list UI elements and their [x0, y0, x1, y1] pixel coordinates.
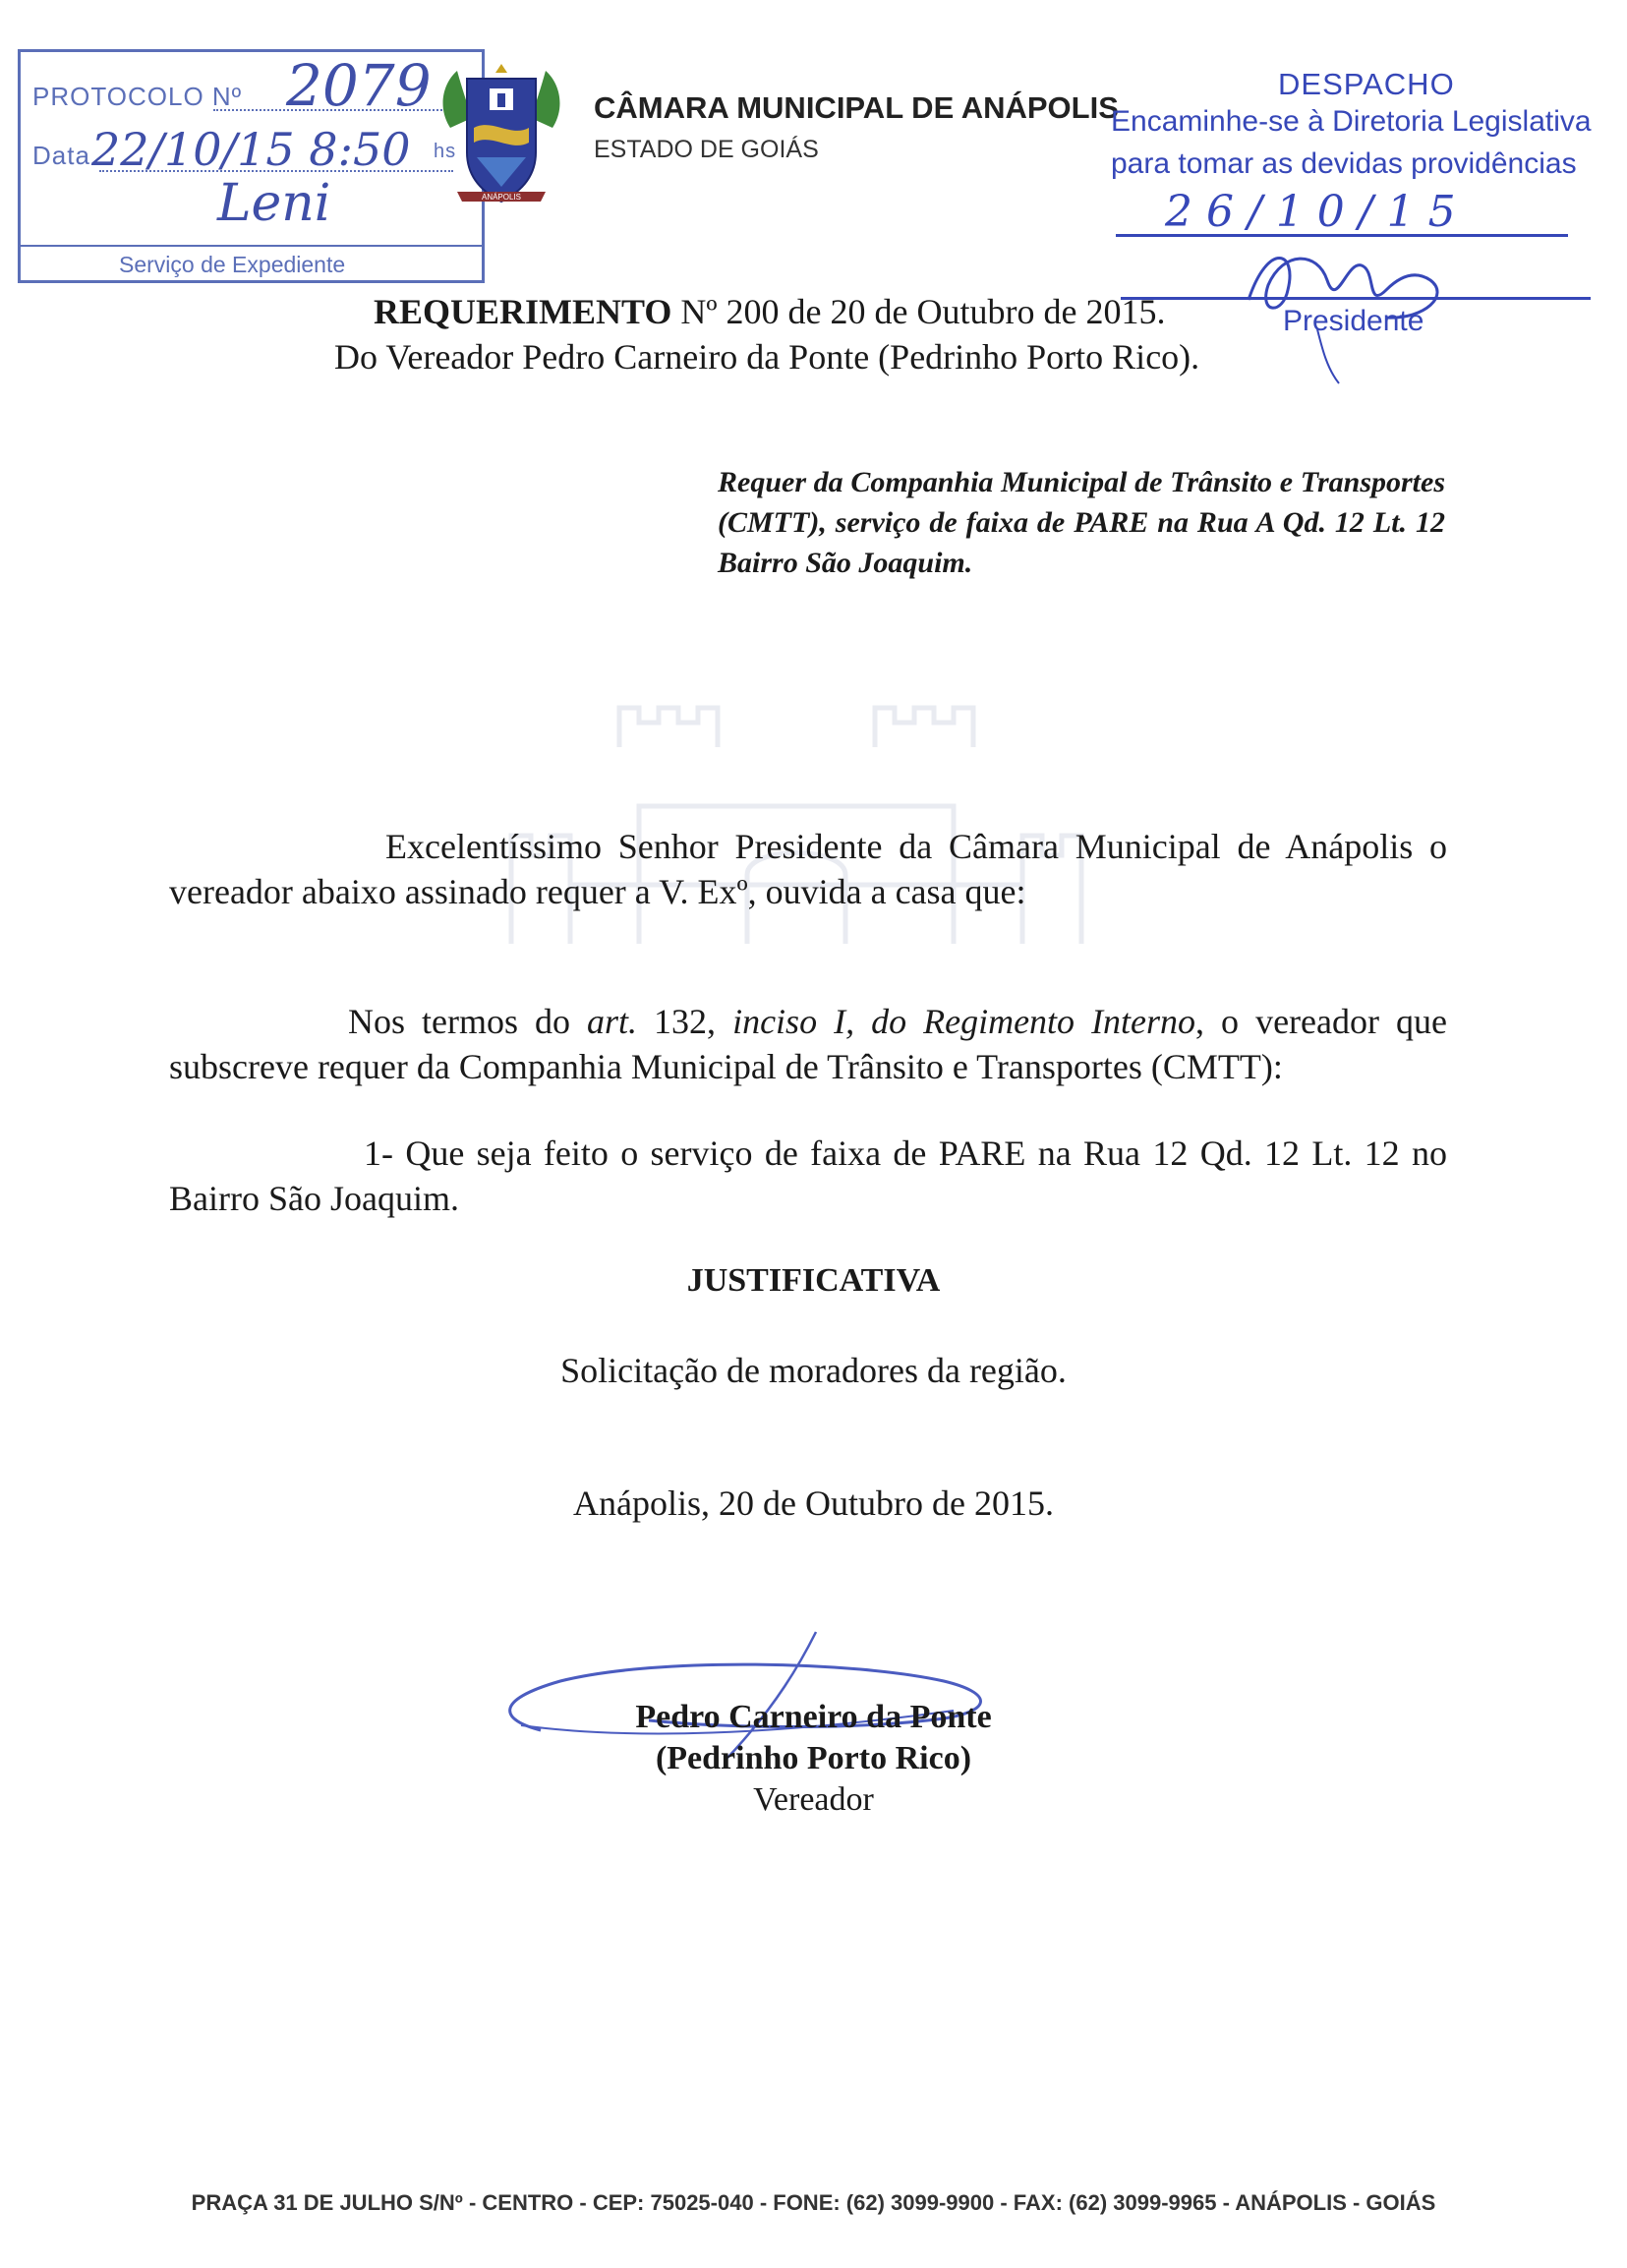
data-label: Data — [32, 141, 90, 170]
protocol-stamp — [18, 49, 485, 283]
rubrica: Leni — [217, 174, 331, 233]
justificativa-text: Solicitação de moradores da região. — [560, 1351, 1067, 1390]
body-paragraph-3: 1- Que seja feito o serviço de faixa de PARE na Rua 12 Qd. 12 Lt. 12 no Bairro São Joaquim. — [169, 1134, 1447, 1218]
requerimento-number: Nº 200 de 20 de Outubro de 2015. — [680, 292, 1166, 331]
justificativa-title: JUSTIFICATIVA — [686, 1262, 941, 1299]
signer-role: Vereador — [753, 1781, 874, 1818]
despacho-title: DESPACHO — [1278, 67, 1455, 101]
crest-text: ANÁPOLIS — [481, 193, 522, 202]
despacho-signature-line — [1121, 297, 1591, 300]
despacho-date: 26/10/15 — [1165, 187, 1470, 237]
stamp-footer-divider — [21, 245, 482, 247]
page-title: CÂMARA MUNICIPAL DE ANÁPOLIS — [594, 90, 1119, 125]
page-footer-address: PRAÇA 31 DE JULHO S/Nº - CENTRO - CEP: 75025-040 - FONE: (62) 3099-9900 - FAX: (62) 3099-9965 - ANÁPOLIS - GOIÁS — [191, 2190, 1436, 2215]
protocol-label: PROTOCOLO Nº — [32, 82, 243, 111]
signature-icon — [482, 1612, 1032, 1760]
p2-part-b: art. — [587, 1002, 638, 1041]
p2-part-a: Nos termos do — [348, 1002, 588, 1041]
p2-part-c: 132, — [637, 1002, 733, 1041]
signer-nickname: (Pedrinho Porto Rico) — [655, 1740, 972, 1776]
horas-label: hs — [434, 141, 457, 162]
p2-part-d: inciso I, do Regimento Interno — [732, 1002, 1196, 1041]
municipal-crest-icon — [433, 59, 570, 206]
requerimento-author: Do Vereador Pedro Carneiro da Ponte (Pedrinho Porto Rico). — [334, 337, 1200, 377]
ementa: Requer da Companhia Municipal de Trânsito e Transportes (CMTT), serviço de faixa de PARE na Rua A Qd. 12 Lt. 12 Bairro São Joaquim. — [718, 466, 1445, 579]
body-paragraph-2 — [169, 999, 1447, 1089]
stamp-footer-text: Serviço de Expediente — [119, 252, 346, 277]
requerimento-heading — [374, 291, 1165, 332]
requerimento-label: REQUERIMENTO — [374, 292, 672, 331]
protocol-number: 2079 — [286, 52, 432, 119]
local-date: Anápolis, 20 de Outubro de 2015. — [573, 1483, 1054, 1523]
page-subtitle: ESTADO DE GOIÁS — [594, 136, 819, 163]
body-paragraph-1: Excelentíssimo Senhor Presidente da Câmara Municipal de Anápolis o vereador abaixo assinado requer a V. Exº, ouvida a casa que: — [169, 827, 1447, 911]
data-value: 22/10/15 8:50 — [91, 123, 411, 176]
p2-part-e: , o vereador que subscreve requer da Companhia Municipal de Trânsito e Transportes (CMTT): — [169, 1002, 1447, 1086]
despacho-line-2: para tomar as devidas providências — [1111, 147, 1577, 180]
despacho-line-1: Encaminhe-se à Diretoria Legislativa — [1111, 105, 1592, 138]
despacho-role: Presidente — [1283, 305, 1424, 337]
signer-name: Pedro Carneiro da Ponte — [635, 1699, 992, 1735]
